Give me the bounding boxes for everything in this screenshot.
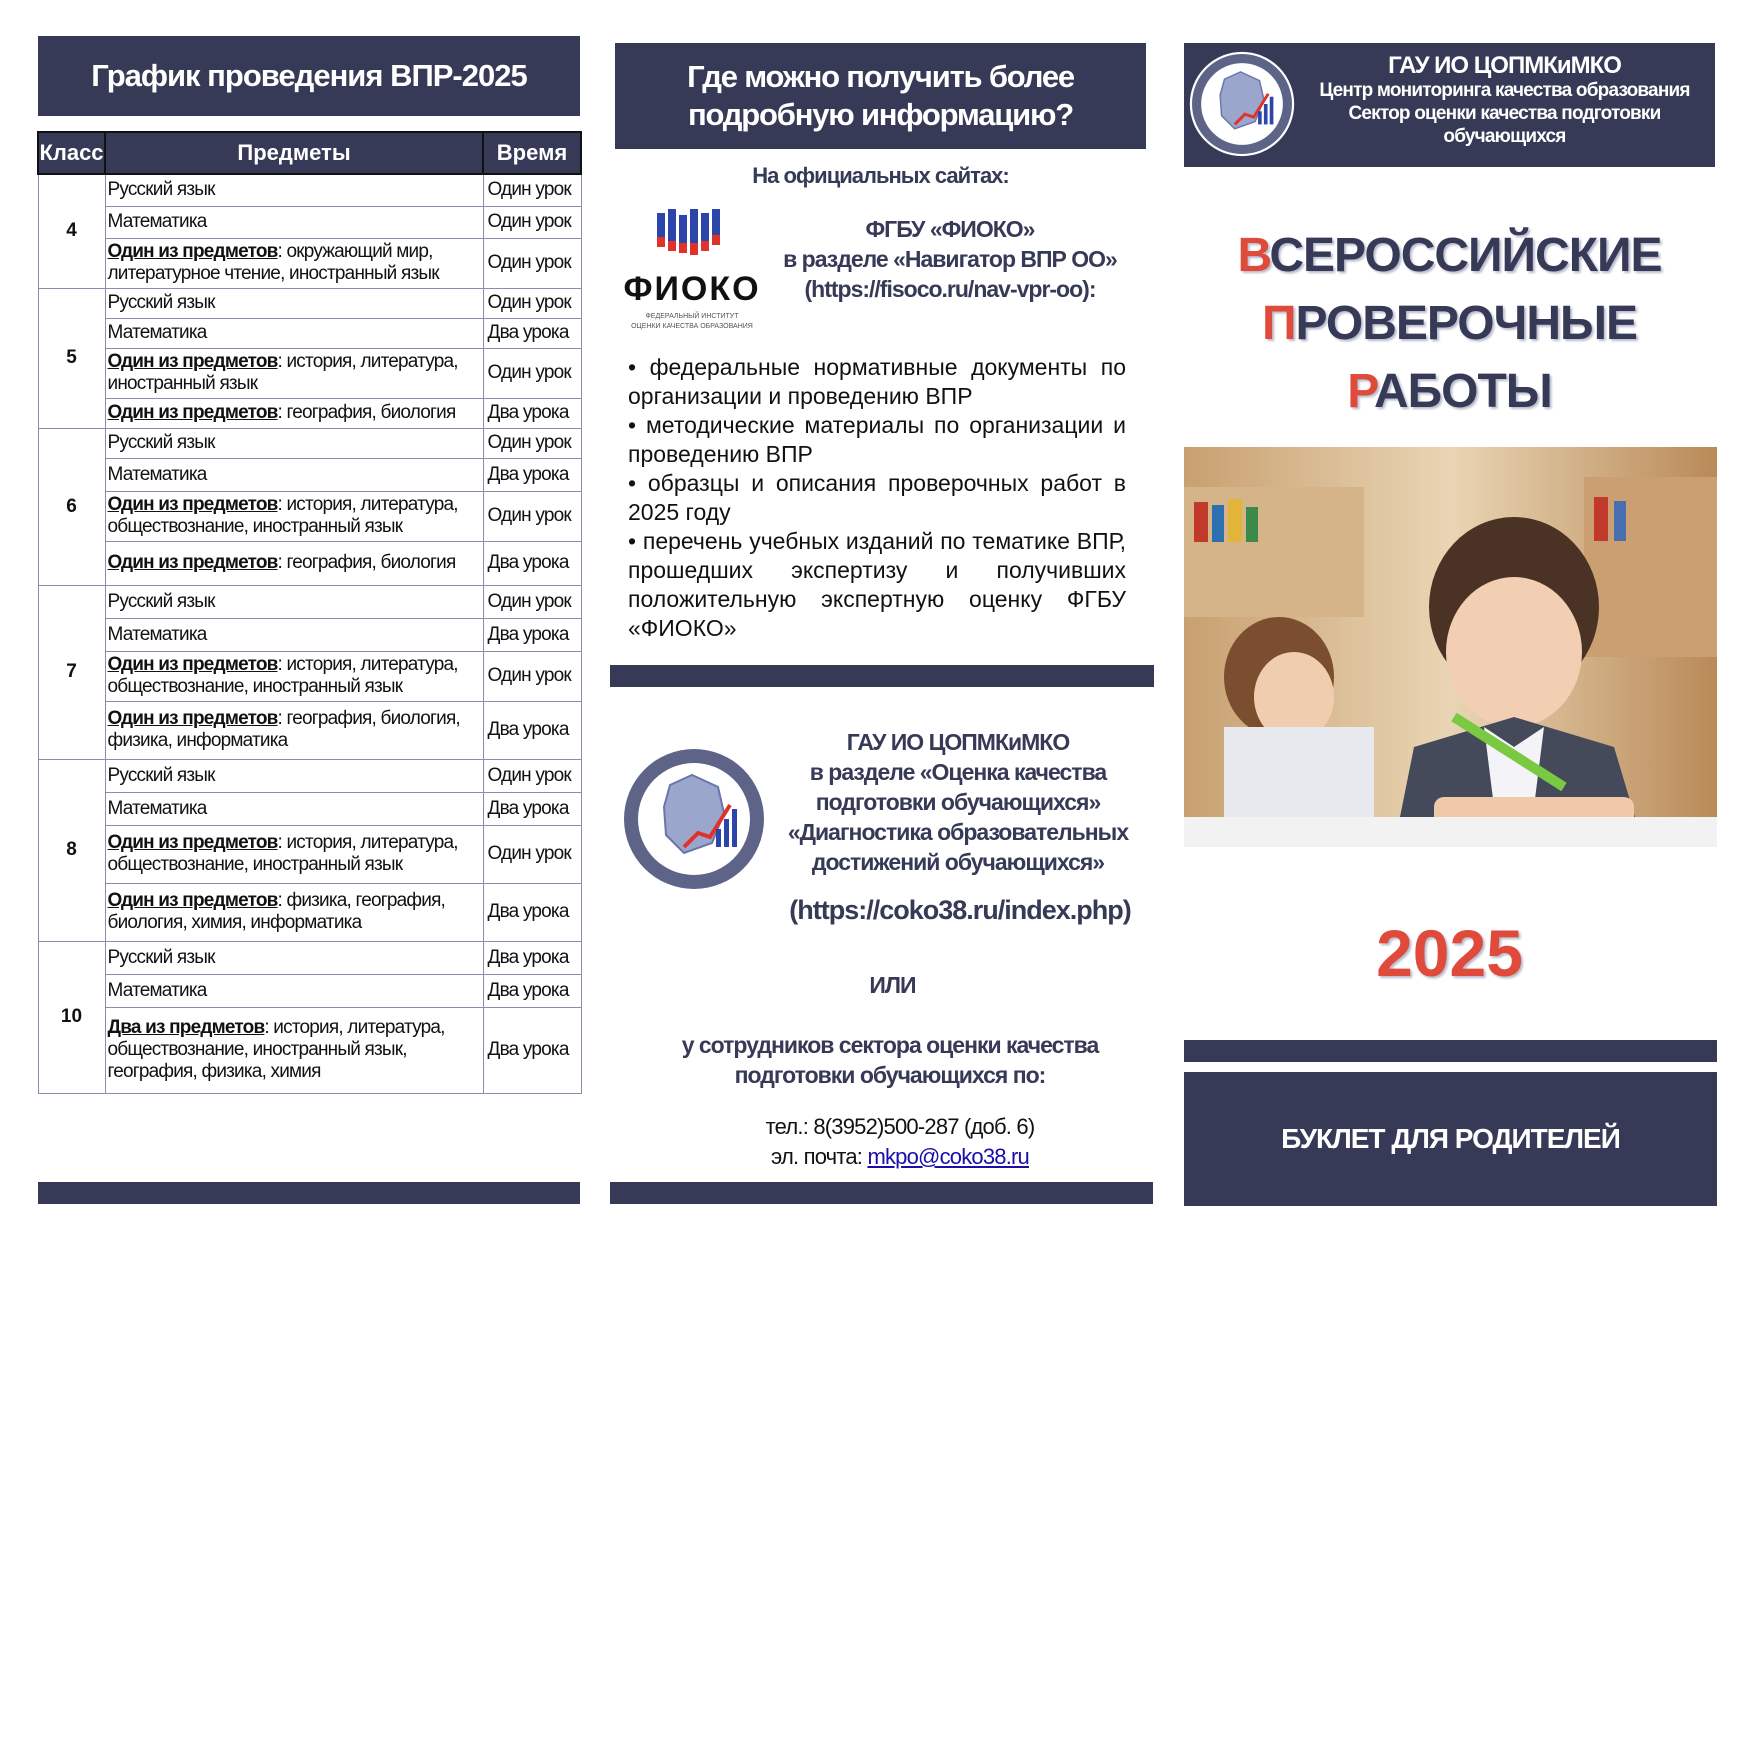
time-cell: Один урок: [483, 585, 581, 618]
subject-cell: [105, 883, 483, 941]
coko-section: в разделе «Оценка качества: [809, 759, 1107, 785]
subject-cell: [105, 238, 483, 288]
subject-choice-label: Один из предметов: [107, 351, 278, 372]
time-cell: Два урока: [483, 318, 581, 348]
time-cell: Два урока: [483, 701, 581, 759]
subject-cell: [105, 174, 483, 206]
header-time: Время: [483, 132, 581, 174]
phone-text: тел.: 8(3952)500-287 (доб. 6): [765, 1114, 1035, 1139]
table-row: [38, 318, 581, 348]
subject-choice-label: Один из предметов: [107, 494, 278, 515]
org-header-text: [1298, 53, 1711, 148]
time-cell: Два урока: [483, 883, 581, 941]
table-row: [38, 174, 581, 206]
column3-bar: [1184, 1040, 1717, 1062]
subject-cell: [105, 974, 483, 1007]
email-label: эл. почта:: [771, 1144, 868, 1169]
subject-text: : история, литература, обществознание, иностранный язык, география, физика, химия: [107, 1017, 445, 1082]
email-line: [700, 1142, 1100, 1172]
subject-cell: [105, 348, 483, 398]
list-item: • перечень учебных изданий по тематике ВПР, прошедших экспертизу и получивших положительную экспертную оценку ФГБУ «ФИОКО»: [628, 527, 1126, 643]
subject-choice-label: Один из предметов: [107, 241, 278, 262]
official-sites-heading: На официальных сайтах:: [752, 163, 1009, 188]
subject-text: : история, литература, обществознание, иностранный язык: [107, 494, 458, 537]
time-cell: Два урока: [483, 792, 581, 825]
column2-mid-bar: [610, 665, 1154, 687]
subject-text: Русский язык: [107, 179, 215, 201]
subject-choice-label: Два из предметов: [107, 1017, 265, 1038]
subject-text: Математика: [107, 322, 207, 343]
info-title-line2: подробную информацию?: [687, 97, 1074, 132]
time-cell: Два урока: [483, 1007, 581, 1093]
subject-text: : история, литература, обществознание, иностранный язык: [107, 832, 458, 875]
info-title: [615, 43, 1146, 149]
subject-cell: [105, 491, 483, 541]
coko-block: [778, 727, 1138, 877]
schedule-body: [38, 174, 581, 1093]
svg-text:ФИОКО: ФИОКО: [623, 270, 761, 308]
fioko-bars-icon: [657, 209, 720, 255]
time-cell: Два урока: [483, 541, 581, 585]
subject-text: Русский язык: [107, 764, 215, 786]
subject-cell: [105, 701, 483, 759]
staff-contact-heading: [660, 1030, 1120, 1090]
subject-cell: [105, 941, 483, 974]
fioko-name: ФГБУ «ФИОКО»: [865, 216, 1035, 242]
subject-cell: [105, 1007, 483, 1093]
column2-footer-bar: [610, 1182, 1153, 1204]
subject-text: Математика: [107, 979, 207, 1001]
subject-text: : география, биология: [277, 402, 456, 423]
table-row: [38, 585, 581, 618]
subject-cell: [105, 398, 483, 428]
table-row: [38, 825, 581, 883]
table-row: [38, 883, 581, 941]
table-row: [38, 288, 581, 318]
schedule-header-row: [38, 132, 581, 174]
fioko-logo: [622, 205, 762, 340]
subject-text: : история, литература, обществознание, иностранный язык: [107, 654, 458, 697]
org-subtitle: Центр мониторинга качества образования: [1319, 80, 1690, 101]
subject-text: : физика, география, биология, химия, информатика: [107, 890, 446, 933]
title-line-1: ВСЕРОССИЙСКИЕ: [1237, 229, 1662, 282]
time-cell: Один урок: [483, 174, 581, 206]
resources-list: [628, 353, 1126, 643]
time-cell: Два урока: [483, 618, 581, 651]
subject-cell: [105, 206, 483, 238]
title-line-2: ПРОВЕРОЧНЫЕ: [1261, 297, 1637, 350]
header-grade: Класс: [38, 132, 105, 174]
email-link[interactable]: mkpo@coko38.ru: [867, 1144, 1029, 1169]
grade-cell: 4: [38, 174, 105, 288]
fioko-section: в разделе «Навигатор ВПР ОО»: [783, 246, 1117, 272]
table-row: [38, 458, 581, 491]
table-row: [38, 759, 581, 792]
subject-cell: [105, 825, 483, 883]
table-row: [38, 618, 581, 651]
grade-cell: 5: [38, 288, 105, 428]
subject-text: : география, биология, физика, информатика: [107, 708, 460, 751]
coko-name: ГАУ ИО ЦОПМКиМКО: [846, 729, 1070, 755]
list-item: • образцы и описания проверочных работ в 2025 году: [628, 469, 1126, 527]
subject-cell: [105, 618, 483, 651]
grade-cell: 8: [38, 759, 105, 941]
students-photo: [1184, 447, 1717, 847]
subject-cell: [105, 288, 483, 318]
table-row: [38, 348, 581, 398]
subject-text: Математика: [107, 797, 207, 819]
subject-cell: [105, 759, 483, 792]
schedule-table: [37, 131, 582, 1094]
list-item: • федеральные нормативные документы по организации и проведению ВПР: [628, 353, 1126, 411]
subject-text: Математика: [107, 211, 207, 232]
subject-choice-label: Один из предметов: [107, 890, 278, 911]
time-cell: Один урок: [483, 348, 581, 398]
subject-choice-label: Один из предметов: [107, 402, 278, 423]
table-row: [38, 701, 581, 759]
booklet-label: БУКЛЕТ ДЛЯ РОДИТЕЛЕЙ: [1184, 1072, 1717, 1206]
org-subtitle: обучающихся: [1443, 126, 1566, 147]
subject-text: : география, биология: [277, 552, 456, 573]
time-cell: Один урок: [483, 288, 581, 318]
subject-text: Русский язык: [107, 946, 215, 968]
subject-text: Русский язык: [107, 590, 215, 612]
org-name: ГАУ ИО ЦОПМКиМКО: [1388, 52, 1621, 79]
column1-footer-bar: [38, 1182, 580, 1204]
subject-cell: [105, 585, 483, 618]
info-title-line1: Где можно получить более: [687, 59, 1074, 94]
subject-text: : окружающий мир, литературное чтение, иностранный язык: [107, 241, 439, 284]
table-row: [38, 238, 581, 288]
svg-text:ФЕДЕРАЛЬНЫЙ ИНСТИТУТ: ФЕДЕРАЛЬНЫЙ ИНСТИТУТ: [645, 313, 739, 320]
or-label: ИЛИ: [869, 972, 916, 998]
subject-text: Русский язык: [107, 432, 215, 453]
time-cell: Один урок: [483, 206, 581, 238]
coko-section: «Диагностика образовательных: [787, 819, 1129, 845]
subject-cell: [105, 651, 483, 701]
subject-cell: [105, 541, 483, 585]
subject-cell: [105, 458, 483, 491]
coko-section: подготовки обучающихся»: [815, 789, 1101, 815]
coko-section: достижений обучающихся»: [811, 849, 1105, 875]
subject-choice-label: Один из предметов: [107, 708, 278, 729]
coko-header-logo: [1188, 50, 1296, 158]
subject-text: : история, литература, иностранный язык: [107, 351, 458, 394]
table-row: [38, 651, 581, 701]
table-row: [38, 428, 581, 458]
grade-cell: 10: [38, 941, 105, 1093]
subject-choice-label: Один из предметов: [107, 832, 278, 853]
org-subtitle: Сектор оценки качества подготовки: [1348, 103, 1661, 124]
staff-line: подготовки обучающихся по:: [734, 1062, 1046, 1088]
title-line-3: РАБОТЫ: [1347, 365, 1552, 418]
grade-cell: 7: [38, 585, 105, 759]
subject-cell: [105, 792, 483, 825]
table-row: [38, 398, 581, 428]
grade-cell: 6: [38, 428, 105, 585]
svg-text:ОЦЕНКИ КАЧЕСТВА ОБРАЗОВАНИЯ: ОЦЕНКИ КАЧЕСТВА ОБРАЗОВАНИЯ: [631, 323, 753, 330]
time-cell: Один урок: [483, 428, 581, 458]
time-cell: Два урока: [483, 398, 581, 428]
time-cell: Один урок: [483, 238, 581, 288]
table-row: [38, 491, 581, 541]
time-cell: Один урок: [483, 759, 581, 792]
staff-line: у сотрудников сектора оценки качества: [681, 1032, 1099, 1058]
table-row: [38, 974, 581, 1007]
time-cell: Один урок: [483, 651, 581, 701]
time-cell: Один урок: [483, 825, 581, 883]
table-row: [38, 541, 581, 585]
schedule-title: График проведения ВПР-2025: [38, 36, 580, 116]
list-item: • методические материалы по организации и проведению ВПР: [628, 411, 1126, 469]
subject-cell: [105, 428, 483, 458]
time-cell: Один урок: [483, 491, 581, 541]
subject-cell: [105, 318, 483, 348]
subject-text: Математика: [107, 463, 207, 485]
table-row: [38, 206, 581, 238]
year: 2025: [1376, 916, 1523, 990]
subject-text: Математика: [107, 623, 207, 645]
time-cell: Два урока: [483, 941, 581, 974]
table-row: [38, 941, 581, 974]
fioko-url[interactable]: (https://fisoco.ru/nav-vpr-oo):: [804, 276, 1096, 302]
time-cell: Два урока: [483, 974, 581, 1007]
table-row: [38, 1007, 581, 1093]
fioko-block: [770, 214, 1130, 304]
time-cell: Два урока: [483, 458, 581, 491]
header-subjects: Предметы: [105, 132, 483, 174]
subject-choice-label: Один из предметов: [107, 654, 278, 675]
coko-url[interactable]: (https://coko38.ru/index.php): [789, 895, 1131, 925]
subject-choice-label: Один из предметов: [107, 552, 278, 573]
coko-logo: [620, 745, 768, 893]
contact-block: [700, 1112, 1100, 1172]
table-row: [38, 792, 581, 825]
subject-text: Русский язык: [107, 292, 215, 313]
